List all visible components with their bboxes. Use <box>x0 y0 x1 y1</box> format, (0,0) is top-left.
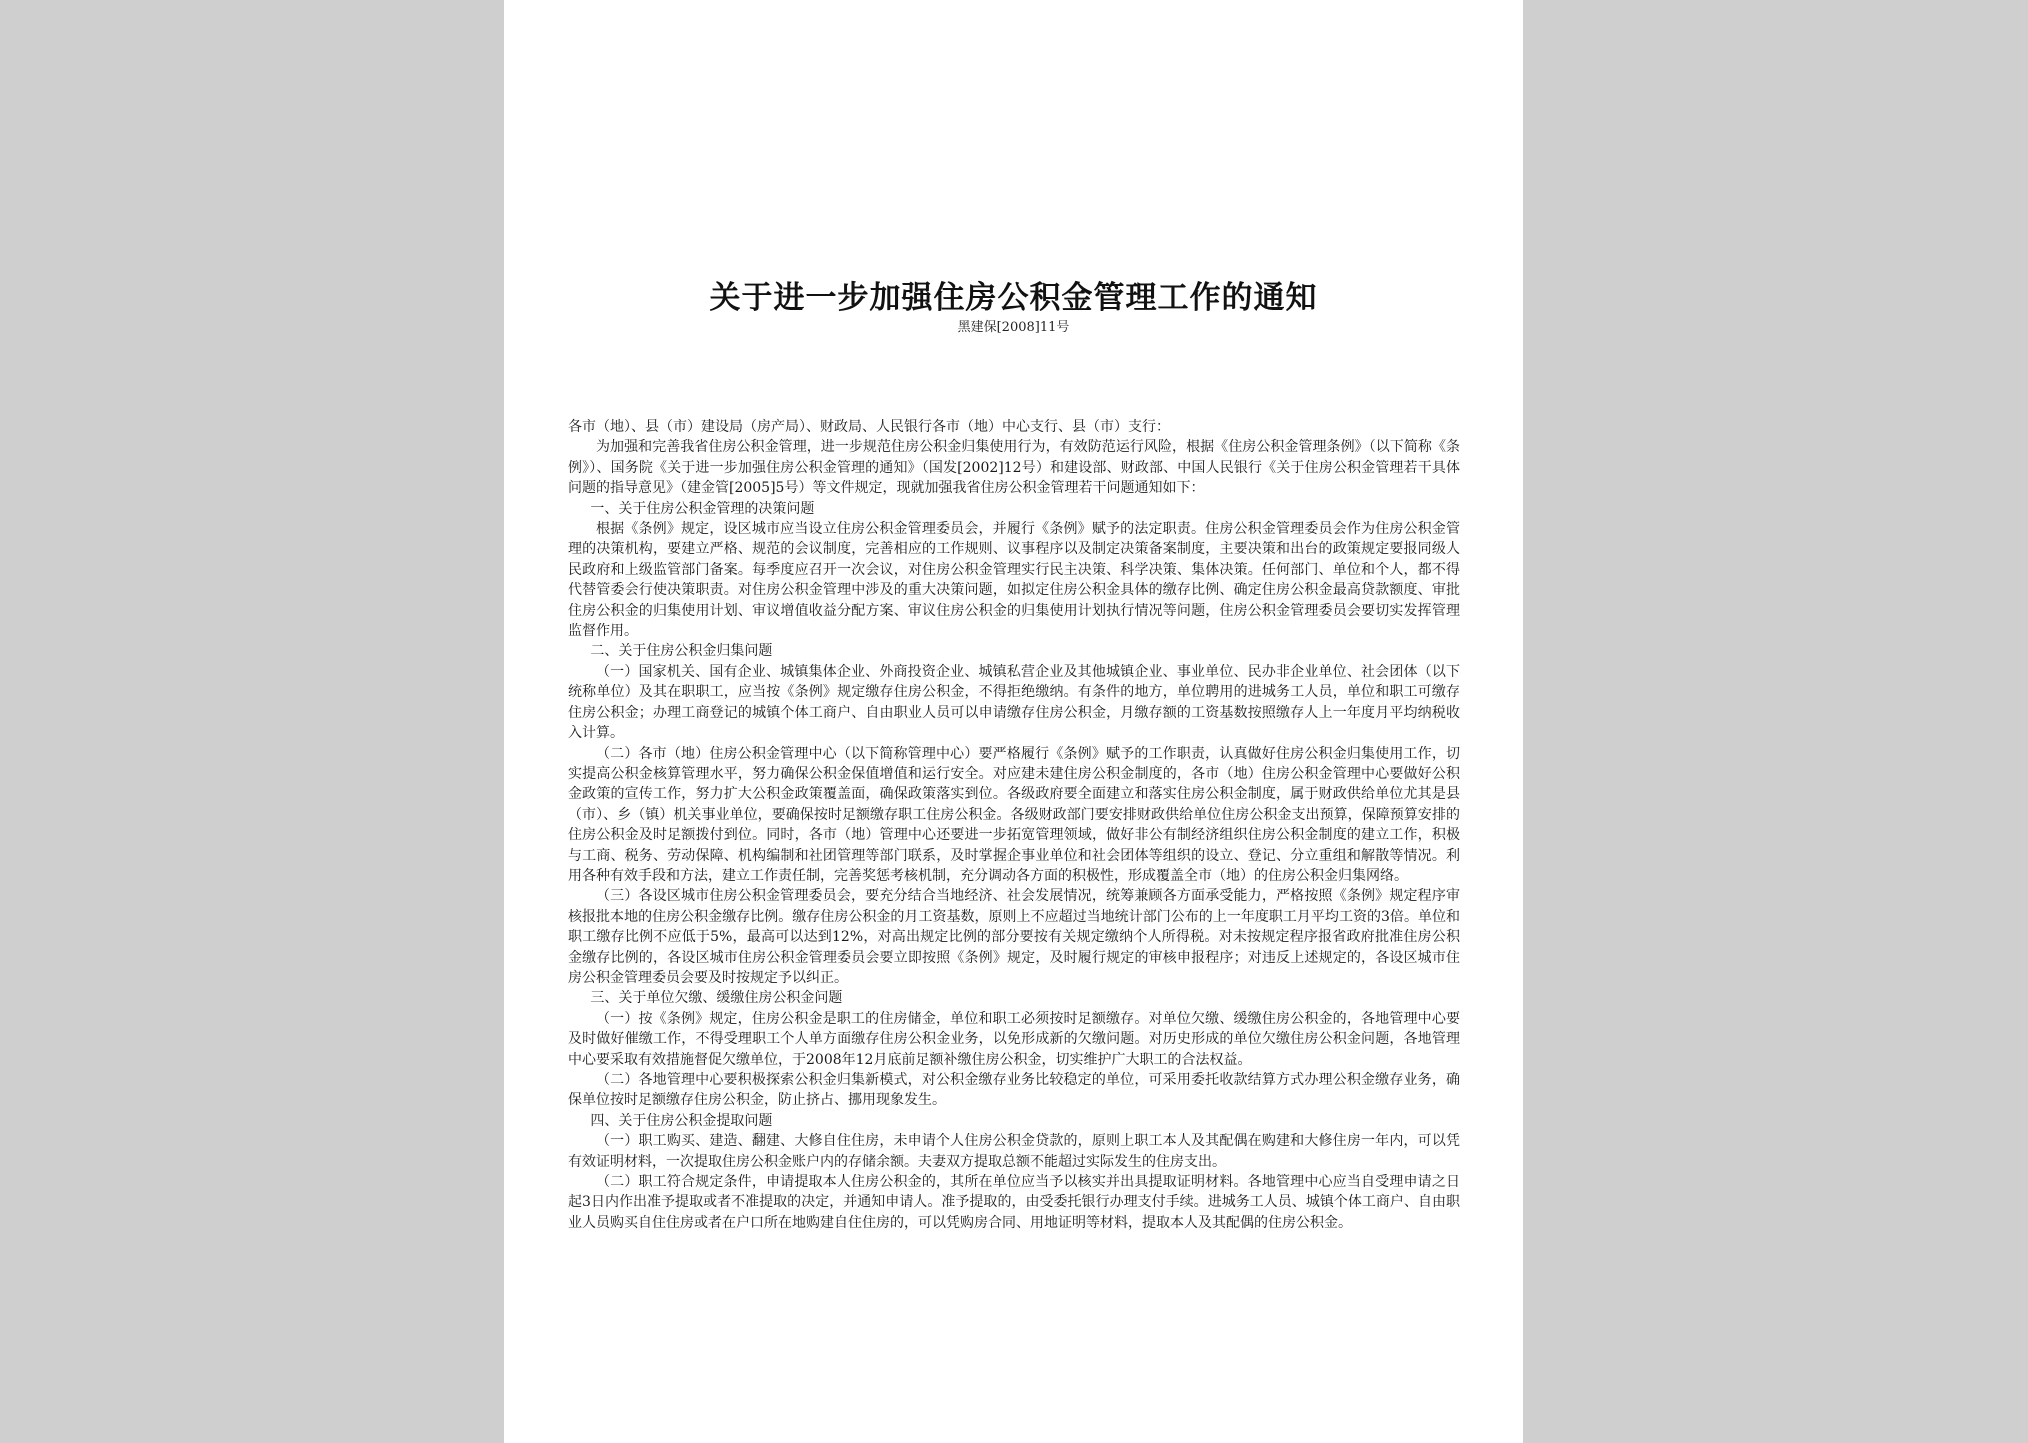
document-body <box>568 417 1460 1233</box>
section-heading: 一、关于住房公积金管理的决策问题 <box>590 500 815 517</box>
paragraph: 为加强和完善我省住房公积金管理，进一步规范住房公积金归集使用行为，有效防范运行风险，根据《住房公积金管理条例》（以下简称《条例》）、国务院《关于进一步加强住房公积金管理的通知》（国发[2002]12号）和建设部、财政部、中国人民银行《关于住房公积金管理若干具体问题的指导意见》（建金管[2005]5号）等文件规定，现就加强我省住房公积金管理若干问题通知如下： <box>568 439 1460 497</box>
paragraph: （一）国家机关、国有企业、城镇集体企业、外商投资企业、城镇私营企业及其他城镇企业、事业单位、民办非企业单位、社会团体（以下统称单位）及其在职职工，应当按《条例》规定缴存住房公积金，不得拒绝缴纳。有条件的地方，单位聘用的进城务工人员，单位和职工可缴存住房公积金；办理工商登记的城镇个体工商户、自由职业人员可以申请缴存住房公积金，月缴存额的工资基数按照缴存人上一年度月平均纳税收入计算。 <box>568 663 1460 742</box>
section-heading: 四、关于住房公积金提取问题 <box>590 1112 773 1129</box>
section-heading: 三、关于单位欠缴、缓缴住房公积金问题 <box>590 990 843 1007</box>
salutation: 各市（地）、县（市）建设局（房产局）、财政局、人民银行各市（地）中心支行、县（市）支行： <box>568 419 1170 435</box>
paragraph: （一）职工购买、建造、翻建、大修自住住房，未申请个人住房公积金贷款的，原则上职工本人及其配偶在购建和大修住房一年内，可以凭有效证明材料，一次提取住房公积金账户内的存储余额。夫妻双方提取总额不能超过实际发生的住房支出。 <box>568 1133 1460 1170</box>
document-title: 关于进一步加强住房公积金管理工作的通知 <box>709 280 1318 316</box>
paragraph: （三）各设区城市住房公积金管理委员会，要充分结合当地经济、社会发展情况，统筹兼顾各方面承受能力，严格按照《条例》规定程序审核报批本地的住房公积金缴存比例。缴存住房公积金的月工资基数，原则上不应超过当地统计部门公布的上一年度职工月平均工资的3倍。单位和职工缴存比例不应低于5%，最高可以达到12%，对高出规定比例的部分要按有关规定缴纳个人所得税。对未按规定程序报省政府批准住房公积金缴存比例的，各设区城市住房公积金管理委员会要立即按照《条例》规定，及时履行规定的审核申报程序；对违反上述规定的，各设区城市住房公积金管理委员会要及时按规定予以纠正。 <box>568 888 1460 986</box>
paragraph: 根据《条例》规定，设区城市应当设立住房公积金管理委员会，并履行《条例》赋予的法定职责。住房公积金管理委员会作为住房公积金管理的决策机构，要建立严格、规范的会议制度，完善相应的工作规则、议事程序以及制定决策备案制度，主要决策和出台的政策规定要报同级人民政府和上级监管部门备案。每季度应召开一次会议，对住房公积金管理实行民主决策、科学决策、集体决策。任何部门、单位和个人，都不得代替管委会行使决策职责。对住房公积金管理中涉及的重大决策问题，如拟定住房公积金具体的缴存比例、确定住房公积金最高贷款额度、审批住房公积金的归集使用计划、审议增值收益分配方案、审议住房公积金的归集使用计划执行情况等问题，住房公积金管理委员会要切实发挥管理监督作用。 <box>568 521 1460 640</box>
document-page <box>504 0 1523 1443</box>
paragraph: （二）各市（地）住房公积金管理中心（以下简称管理中心）要严格履行《条例》赋予的工作职责，认真做好住房公积金归集使用工作，切实提高公积金核算管理水平，努力确保公积金保值增值和运行安全。对应建未建住房公积金制度的，各市（地）住房公积金管理中心要做好公积金政策的宣传工作，努力扩大公积金政策覆盖面，确保政策落实到位。各级政府要全面建立和落实住房公积金制度，属于财政供给单位尤其是县（市）、乡（镇）机关事业单位，要确保按时足额缴存职工住房公积金。各级财政部门要安排财政供给单位住房公积金支出预算，保障预算安排的住房公积金及时足额拨付到位。同时，各市（地）管理中心还要进一步拓宽管理领域，做好非公有制经济组织住房公积金制度的建立工作，积极与工商、税务、劳动保障、机构编制和社团管理等部门联系，及时掌握企事业单位和社会团体等组织的设立、登记、分立重组和解散等情况。利用各种有效手段和方法，建立工作责任制，完善奖惩考核机制，充分调动各方面的积极性，形成覆盖全市（地）的住房公积金归集网络。 <box>568 745 1460 884</box>
paragraph: （二）职工符合规定条件，申请提取本人住房公积金的，其所在单位应当予以核实并出具提取证明材料。各地管理中心应当自受理申请之日起3日内作出准予提取或者不准提取的决定，并通知申请人。准予提取的，由受委托银行办理支付手续。进城务工人员、城镇个体工商户、自由职业人员购买自住住房或者在户口所在地购建自住住房的，可以凭购房合同、用地证明等材料，提取本人及其配偶的住房公积金。 <box>568 1174 1460 1231</box>
paragraph: （二）各地管理中心要积极探索公积金归集新模式，对公积金缴存业务比较稳定的单位，可采用委托收款结算方式办理公积金缴存业务，确保单位按时足额缴存住房公积金，防止挤占、挪用现象发生。 <box>568 1072 1460 1109</box>
document-number: 黑建保[2008]11号 <box>957 320 1070 335</box>
paragraph: （一）按《条例》规定，住房公积金是职工的住房储金，单位和职工必须按时足额缴存。对单位欠缴、缓缴住房公积金的，各地管理中心要及时做好催缴工作，不得受理职工个人单方面缴存住房公积金业务，以免形成新的欠缴问题。对历史形成的单位欠缴住房公积金问题，各地管理中心要采取有效措施督促欠缴单位，于2008年12月底前足额补缴住房公积金，切实维护广大职工的合法权益。 <box>568 1010 1460 1068</box>
section-heading: 二、关于住房公积金归集问题 <box>590 643 773 660</box>
